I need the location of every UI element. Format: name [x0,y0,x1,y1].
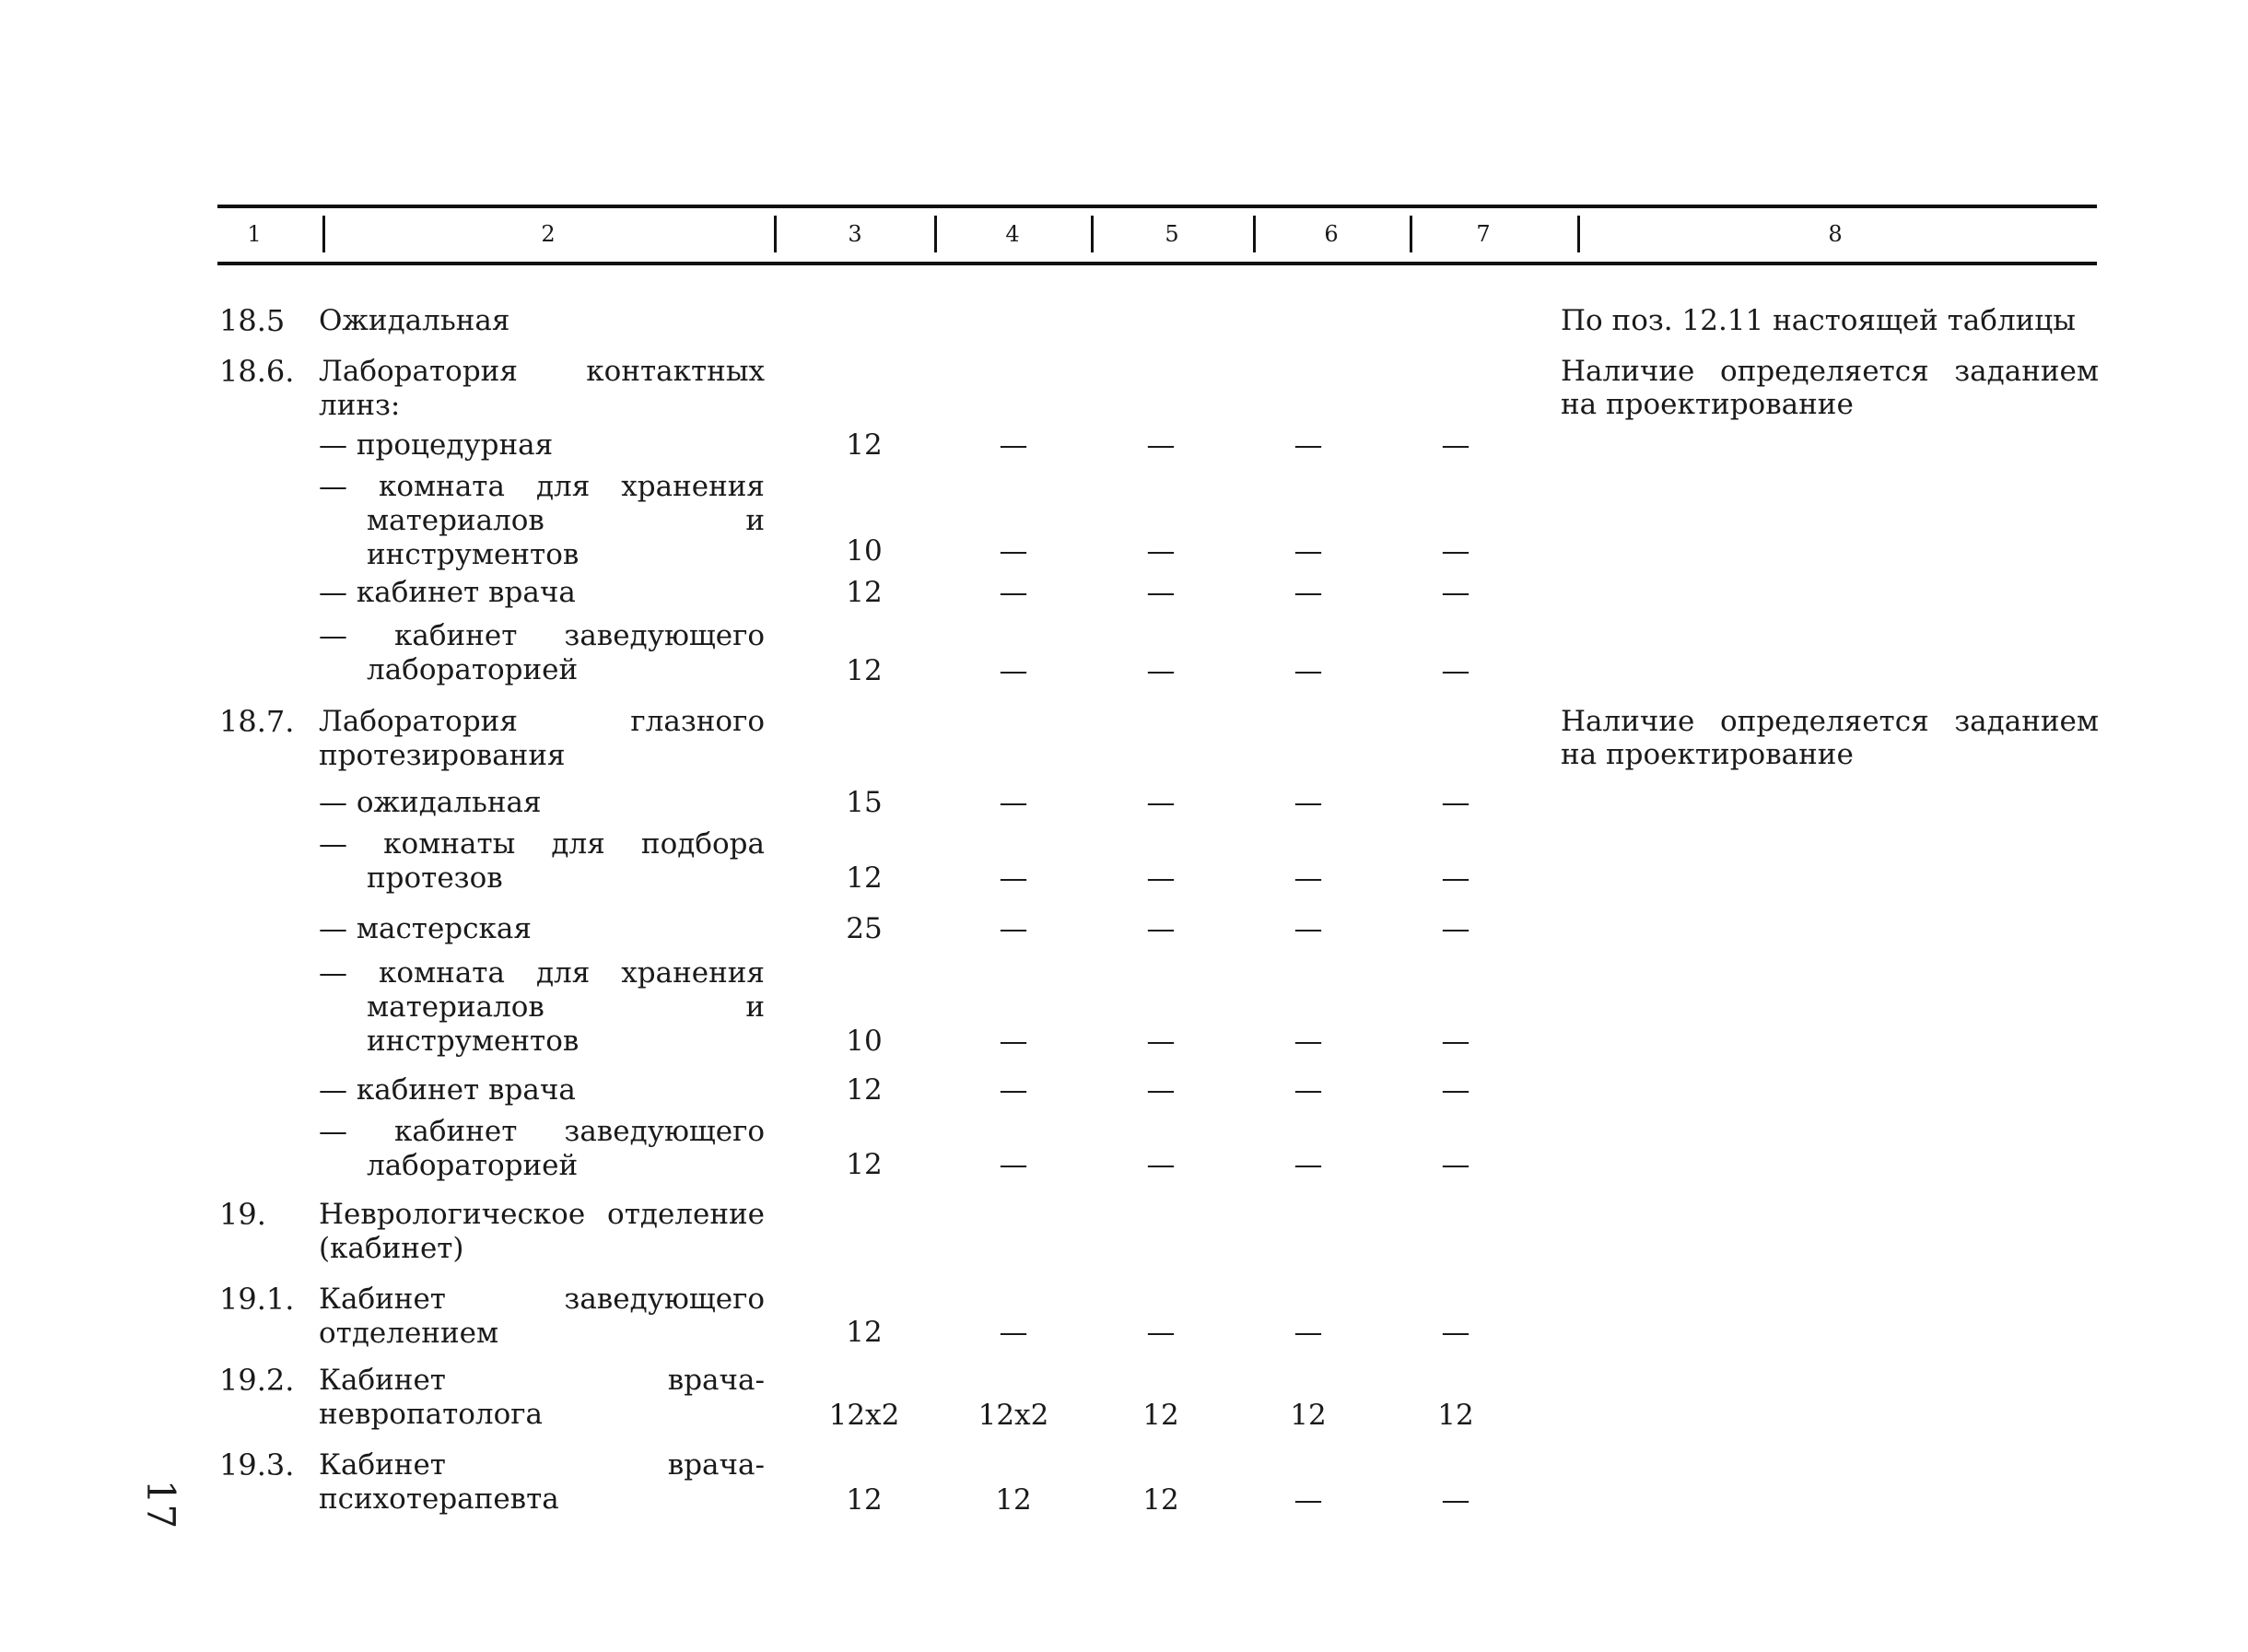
cell-col6: — [1294,1483,1323,1517]
cell-col6: — [1294,861,1323,895]
row-text: Кабинет врача-невропатолога [319,1364,765,1431]
cell-col6: — [1294,912,1323,945]
cell-col7: — [1441,861,1470,895]
cell-col4: — [999,534,1028,568]
row-text [319,470,765,572]
cell-col5: — [1146,786,1176,819]
row-text [319,827,765,896]
cell-col3: 25 [846,912,883,945]
cell-col5: — [1146,428,1176,462]
cell-col4: — [999,861,1028,895]
row-number: 18.5 [219,303,286,338]
row-text-content: — кабинет заведующего лабораторией [319,1115,765,1182]
row-number: 18.6. [219,354,295,389]
cell-col4: — [999,428,1028,462]
cell-col3: 10 [846,534,883,568]
cell-col6: — [1294,786,1323,819]
row-text: Кабинет заведующего отделением [319,1283,765,1350]
cell-col3: 12 [846,654,883,687]
cell-col5: 12 [1142,1399,1179,1432]
cell-col5: — [1146,1073,1176,1107]
row-text [319,1073,765,1107]
cell-col5: — [1146,654,1176,687]
cell-col3: 12 [846,428,883,462]
cell-col7: — [1441,1483,1470,1517]
row-text: Лаборатория контактных линз: [319,355,765,422]
cell-col4: — [999,786,1028,819]
row-text: Ожидальная [319,304,510,337]
cell-col3: 12 [846,861,883,895]
cell-col5: — [1146,576,1176,609]
cell-col4: 12x2 [978,1399,1049,1432]
row-text-content: — комната для хранения материалов и инструментов [319,470,765,571]
row-text: Лаборатория глазного протезирования [319,705,765,772]
page-number: 17 [138,1479,184,1529]
cell-col6: — [1294,1073,1323,1107]
column-header-3: 3 [848,221,862,247]
row-note: Наличие определяется заданием на проектирование [1561,705,2099,771]
cell-col4: — [999,1148,1028,1181]
cell-col4: — [999,576,1028,609]
cell-col5: — [1146,912,1176,945]
cell-col7: — [1441,1316,1470,1349]
cell-col5: — [1146,534,1176,568]
row-text-content: — кабинет заведующего лабораторией [319,619,765,686]
cell-col3: 12 [846,1073,883,1107]
row-text-content: — мастерская [319,912,532,945]
cell-col4: — [999,912,1028,945]
cell-col5: — [1146,1316,1176,1349]
cell-col3: 12 [846,1148,883,1181]
row-note: По поз. 12.11 настоящей таблицы [1561,304,2076,337]
cell-col7: — [1441,428,1470,462]
cell-col4: — [999,654,1028,687]
row-text [319,428,765,463]
cell-col6: — [1294,654,1323,687]
cell-col6: — [1294,1316,1323,1349]
cell-col3: 12 [846,1316,883,1349]
row-text [319,1115,765,1183]
cell-col7: — [1441,576,1470,609]
row-text-content: — кабинет врача [319,1073,576,1107]
cell-col7: — [1441,912,1470,945]
cell-col6: — [1294,1148,1323,1181]
cell-col4: — [999,1073,1028,1107]
row-number: 19.1. [219,1282,295,1317]
row-note: Наличие определяется заданием на проектирование [1561,355,2099,421]
cell-col6: — [1294,428,1323,462]
cell-col5: — [1146,1148,1176,1181]
column-header-1: 1 [247,221,262,247]
row-text-content: — комнаты для подбора протезов [319,827,765,895]
cell-col5: 12 [1142,1483,1179,1517]
row-text [319,619,765,687]
cell-col6: 12 [1290,1399,1327,1432]
cell-col3: 12 [846,576,883,609]
column-header-8: 8 [1828,221,1843,247]
row-text-content: — кабинет врача [319,576,576,609]
row-text-content: — комната для хранения материалов и инструментов [319,956,765,1058]
cell-col3: 10 [846,1025,883,1058]
cell-col7: — [1441,1073,1470,1107]
row-text: Кабинет врача-психотерапевта [319,1448,765,1516]
cell-col5: — [1146,861,1176,895]
cell-col4: 12 [995,1483,1032,1517]
row-text: Неврологическое отделение (кабинет) [319,1198,765,1265]
cell-col6: — [1294,1025,1323,1058]
row-number: 19.3. [219,1447,295,1482]
cell-col3: 12 [846,1483,883,1517]
cell-col7: — [1441,786,1470,819]
row-text [319,912,765,946]
cell-col7: — [1441,1025,1470,1058]
row-text-content: — ожидальная [319,786,542,819]
column-header-5: 5 [1165,221,1179,247]
cell-col3: 15 [846,786,883,819]
cell-col7: — [1441,654,1470,687]
cell-col6: — [1294,534,1323,568]
row-text [319,576,765,610]
column-header-6: 6 [1324,221,1339,247]
column-header-2: 2 [541,221,556,247]
cell-col5: — [1146,1025,1176,1058]
header-top-rule [217,205,2097,208]
row-text-content: — процедурная [319,428,554,462]
row-number: 18.7. [219,704,295,739]
cell-col4: — [999,1025,1028,1058]
row-text [319,786,765,820]
cell-col4: — [999,1316,1028,1349]
cell-col6: — [1294,576,1323,609]
header-bottom-rule [217,262,2097,265]
cell-col7: — [1441,1148,1470,1181]
column-header-4: 4 [1005,221,1020,247]
row-number: 19.2. [219,1363,295,1398]
cell-col3: 12x2 [828,1399,900,1432]
row-number: 19. [219,1197,266,1232]
cell-col7: 12 [1437,1399,1474,1432]
column-header-7: 7 [1476,221,1491,247]
row-text [319,956,765,1059]
cell-col7: — [1441,534,1470,568]
